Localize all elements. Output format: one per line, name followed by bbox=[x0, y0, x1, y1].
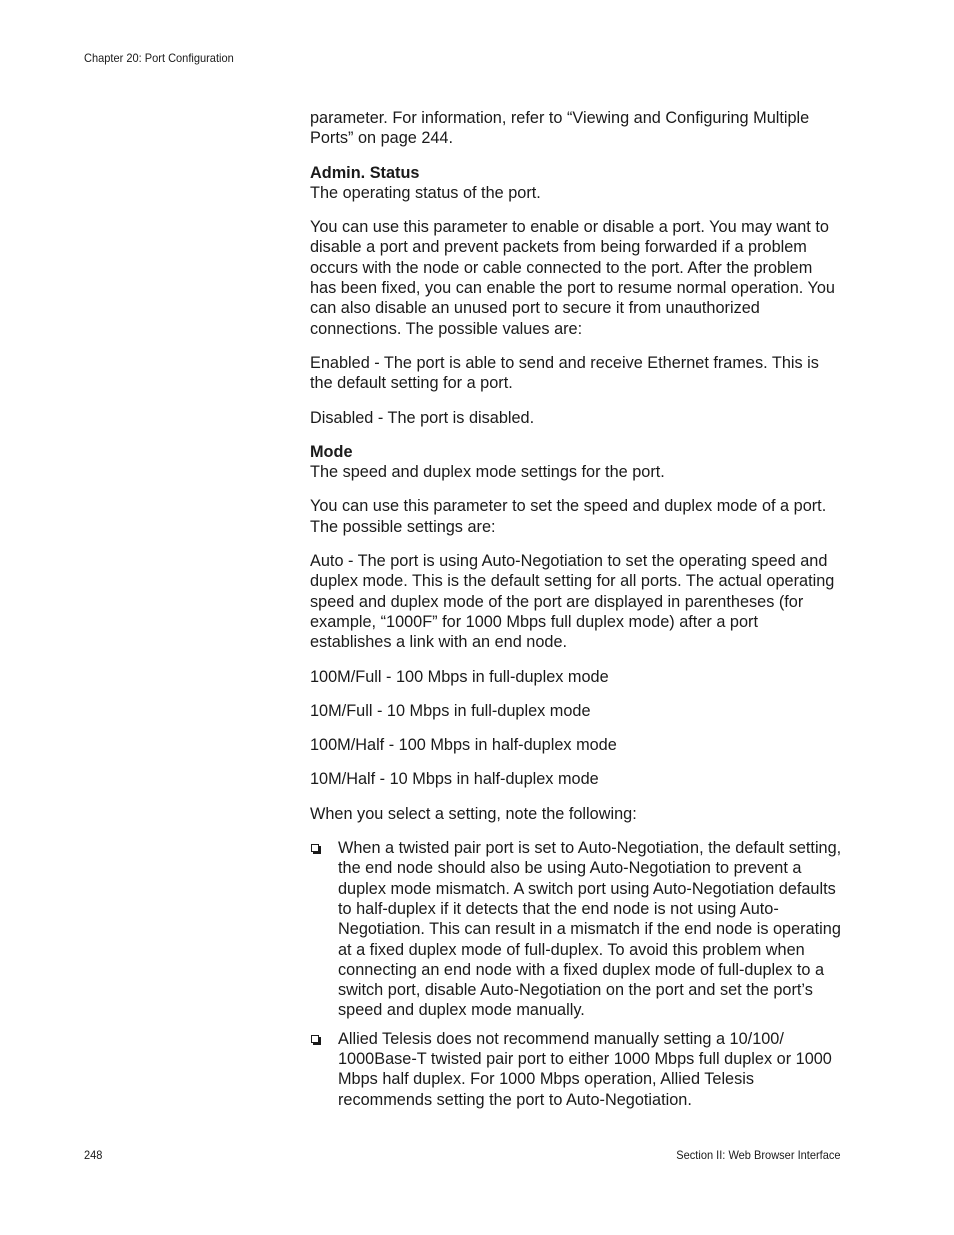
page-number: 248 bbox=[84, 1148, 103, 1162]
section-title: Section II: Web Browser Interface bbox=[676, 1148, 841, 1162]
mode-option: 100M/Full - 100 Mbps in full-duplex mode bbox=[310, 667, 609, 686]
checkbox-bullet-icon bbox=[311, 1035, 319, 1043]
page-body bbox=[310, 108, 842, 1118]
admin-status-section bbox=[310, 163, 842, 204]
note-text: When a twisted pair port is set to Auto-Negotiation, the default setting, the end node should also be using Auto-Negotiation to prevent a duplex mode mismatch. A switch port using Auto-Negotiation defaults to half-duplex if it detects that the end node is not using Auto-Negotiation. This can result in a mismatch if the end node is operating at a fixed duplex mode of full-duplex. To avoid this problem when connecting an end node with a fixed duplex mode of full-duplex to a switch port, disable Auto-Negotiation on the port and set the port’s speed and duplex mode manually. bbox=[338, 839, 842, 1020]
mode-description: You can use this parameter to set the speed and duplex mode of a port. The possible settings are: bbox=[310, 497, 827, 536]
admin-status-summary: The operating status of the port. bbox=[310, 183, 541, 202]
mode-auto: Auto - The port is using Auto-Negotiation to set the operating speed and duplex mode. This is the default setting for all ports. The actual operating speed and duplex mode of the port are displayed in parentheses (for example, “1000F” for 1000 Mbps full duplex mode) after a port establishes a link with an end node. bbox=[310, 552, 835, 652]
admin-status-heading: Admin. Status bbox=[310, 163, 420, 182]
running-header: Chapter 20: Port Configuration bbox=[84, 51, 234, 65]
mode-heading: Mode bbox=[310, 442, 353, 461]
admin-status-description: You can use this parameter to enable or disable a port. You may want to disable a port and prevent packets from being forwarded if a problem occurs with the node or cable connected to the port. After the problem has been fixed, you can enable the port to resume normal operation. You can also disable an unused port to secure it from unauthorized connections. The possible values are: bbox=[310, 218, 835, 338]
admin-status-disabled: Disabled - The port is disabled. bbox=[310, 408, 535, 427]
mode-option: 100M/Half - 100 Mbps in half-duplex mode bbox=[310, 736, 617, 755]
mode-option: 10M/Full - 10 Mbps in full-duplex mode bbox=[310, 701, 591, 720]
list-item bbox=[310, 838, 842, 1021]
mode-section bbox=[310, 442, 842, 483]
note-text: Allied Telesis does not recommend manually setting a 10/100/ 1000Base-T twisted pair port to either 1000 Mbps full duplex or 1000 Mbps half duplex. For 1000 Mbps operation, Allied Telesis recommends setting the port to Auto-Negotiation. bbox=[338, 1029, 832, 1109]
mode-note-intro: When you select a setting, note the following: bbox=[310, 804, 637, 823]
admin-status-enabled: Enabled - The port is able to send and receive Ethernet frames. This is the default setting for a port. bbox=[310, 353, 819, 393]
intro-paragraph: parameter. For information, refer to “Viewing and Configuring Multiple Ports” on page 244. bbox=[310, 109, 810, 148]
notes-list bbox=[310, 838, 842, 1110]
checkbox-bullet-icon bbox=[311, 844, 319, 852]
list-item bbox=[310, 1029, 842, 1110]
mode-summary: The speed and duplex mode settings for the port. bbox=[310, 463, 665, 482]
mode-option: 10M/Half - 10 Mbps in half-duplex mode bbox=[310, 770, 599, 789]
